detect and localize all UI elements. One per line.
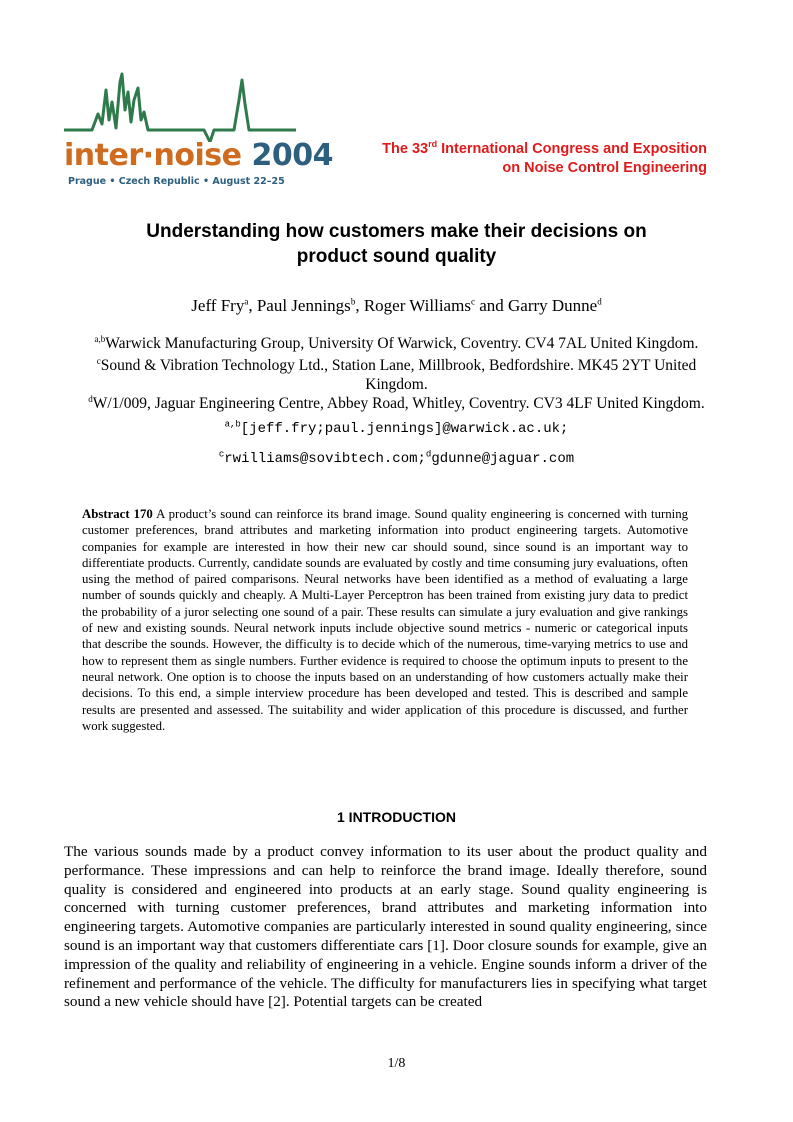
paper-title-line-2: product sound quality	[296, 246, 497, 267]
congress-suffix: International Congress and Exposition	[437, 141, 707, 157]
page-number: 1/8	[387, 1056, 406, 1071]
author-separator: ,	[248, 296, 257, 315]
logo-word-noise: noise	[153, 138, 242, 173]
email-sup: d	[425, 449, 432, 460]
affiliation-d	[40, 394, 753, 413]
paper-title-line-1: Understanding how customers make their decisions on	[146, 221, 647, 242]
affiliation-text: Warwick Manufacturing Group, University Of Warwick, Coventry. CV4 7AL United Kingdom.	[105, 335, 699, 352]
affiliation-text: Sound & Vibration Technology Ltd., Station Lane, Millbrook, Bedfordshire. MK45 2YT United	[100, 357, 697, 374]
author-separator: ,	[355, 296, 364, 315]
email-line-2	[40, 451, 753, 467]
logo-word-year: 2004	[241, 138, 333, 173]
author-name: Roger Williams	[363, 296, 471, 315]
email-line-1	[40, 421, 753, 437]
paper-title	[60, 219, 733, 269]
affiliation-ab	[40, 334, 753, 353]
prague-skyline-icon	[64, 70, 296, 142]
author-name: Paul Jennings	[256, 296, 351, 315]
congress-prefix: The 33	[382, 141, 429, 157]
logo-subtitle: Prague • Czech Republic • August 22–25	[68, 176, 285, 187]
abstract-label: Abstract 170	[82, 507, 153, 521]
logo-wordmark	[64, 138, 333, 173]
congress-line-1	[382, 140, 707, 159]
affiliation-c	[40, 356, 753, 394]
affiliation-sup: c	[96, 355, 101, 366]
intro-paragraph: The various sounds made by a product convey information to its user about the product quality and performance. These impressions and can help to reinforce the brand image. Ideally therefore, sound quality is considered and engineered into products at an early stage. Sound quality engineering is concerned with turning customer preferences, brand attributes and marketing information into engineering targets. Automotive companies are particularly interested in sound quality engineering, since sound is an important way that customers differentiate cars [1]. Door closure sounds for example, give an impression of the quality and reliability of engineering in a vehicle. Engine sounds inform a driver of the refinement and performance of the vehicle. The difficulty for manufacturers lies in specifying what target sound a new vehicle should have [2]. Potential targets can be created	[64, 843, 707, 1011]
section-heading: 1 INTRODUCTION	[337, 809, 456, 825]
affiliation-text: W/1/009, Jaguar Engineering Centre, Abbey Road, Whitley, Coventry. CV3 4LF United Kingdom.	[92, 395, 705, 412]
abstract-text: A product’s sound can reinforce its brand image. Sound quality engineering is concerned with turning customer preferences, brand attributes and marketing information into product engineering targets. Automotive companies for example are interested in how their new car should sound, since sound is an important way to differentiate products. Currently, candidate sounds are evaluated by costly and time consuming jury evaluations, often using the method of paired comparisons. Neural networks have been identified as a method of evaluating a large number of sounds quickly and cheaply. A Multi-Layer Perceptron has been trained from existing jury data to predict the probability of a juror selecting one sound of a pair. These results can simulate a jury evaluation and give rankings of new and existing sounds. Neural network inputs include objective sound metrics - numeric or categorical inputs that describe the sounds. However, the difficulty is to decide which of the numerous, time-varying metrics to use and how to represent them as single numbers. Further evidence is required to choose the optimum inputs to present to the neural network. One option is to choose the inputs based on an understanding of how customers actually make their decisions. To this end, a simple interview procedure has been developed and tested. This is described and sample results are presented and assessed. The suitability and wider application of this procedure is discussed, and further work suggested.	[82, 507, 688, 733]
affiliation-text-continued: Kingdom.	[365, 376, 428, 393]
congress-header	[382, 140, 707, 178]
abstract-paragraph	[82, 506, 688, 734]
logo-word-inter: inter	[64, 138, 143, 173]
affiliation-sup: a,b	[94, 333, 106, 344]
email-sup: a,b	[224, 419, 241, 430]
inter-noise-logo	[64, 70, 333, 192]
author-sup: a	[244, 296, 249, 307]
email-sup: c	[218, 449, 225, 460]
congress-ordinal: rd	[428, 139, 438, 150]
author-list	[40, 296, 753, 316]
congress-line-2: on Noise Control Engineering	[502, 160, 707, 176]
email-text: rwilliams@sovibtech.com;	[224, 451, 426, 467]
email-text: gdunne@jaguar.com	[431, 451, 575, 467]
author-sup: d	[597, 296, 602, 307]
author-name: Jeff Fry	[191, 296, 245, 315]
author-sup: b	[350, 296, 356, 307]
author-sup: c	[470, 296, 475, 307]
author-name: Garry Dunne	[508, 296, 598, 315]
logo-word-separator: ·	[142, 138, 154, 173]
affiliation-sup: d	[88, 393, 93, 404]
author-separator: and	[474, 296, 508, 315]
email-text: [jeff.fry;paul.jennings]@warwick.ac.uk;	[240, 421, 569, 437]
